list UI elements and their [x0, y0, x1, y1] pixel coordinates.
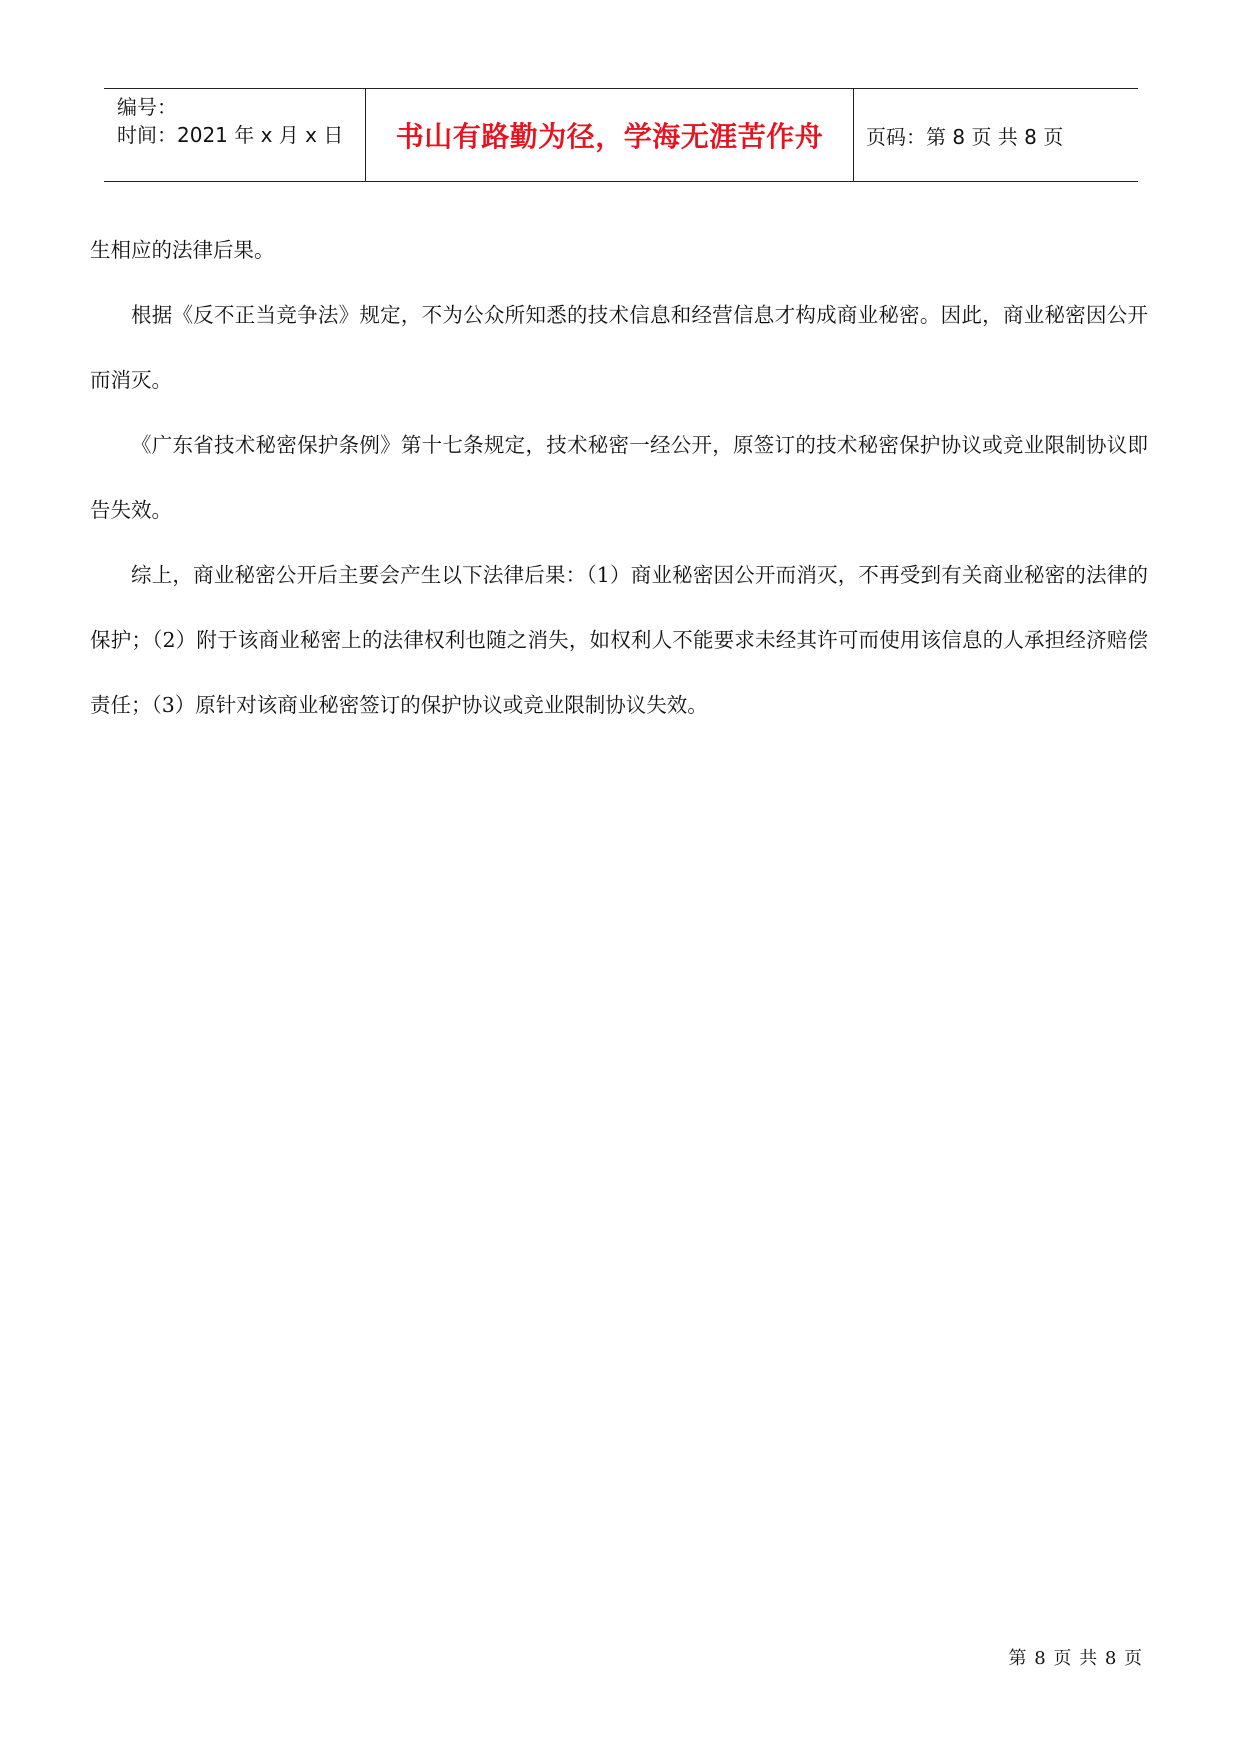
document-time-label: 时间：2021 年 x 月 x 日: [117, 123, 344, 147]
paragraph: 综上，商业秘密公开后主要会产生以下法律后果：（1）商业秘密因公开而消灭，不再受到有关商业秘密的法律的保护；（2）附于该商业秘密上的法律权利也随之消失，如权利人不能要求未经其许可而使用该信息的人承担经济赔偿责任；（3）原针对该商业秘密签订的保护协议或竞业限制协议失效。: [90, 563, 1148, 717]
header-meta: [104, 89, 366, 181]
page-footer: 第 8 页 共 8 页: [1008, 1648, 1143, 1669]
paragraph: 根据《反不正当竞争法》规定，不为公众所知悉的技术信息和经营信息才构成商业秘密。因此，商业秘密因公开而消灭。: [90, 303, 1148, 392]
document-number-label: 编号：: [117, 95, 177, 119]
paragraph-continuation: 生相应的法律后果。: [90, 238, 275, 262]
page-header: [104, 88, 1138, 182]
header-page-info: 页码：第 8 页 共 8 页: [866, 124, 1064, 149]
header-motto: 书山有路勤为径，学海无涯苦作舟: [366, 89, 854, 181]
paragraph: 《广东省技术秘密保护条例》第十七条规定，技术秘密一经公开，原签订的技术秘密保护协议或竞业限制协议即告失效。: [90, 433, 1148, 522]
document-body: [90, 218, 1148, 738]
